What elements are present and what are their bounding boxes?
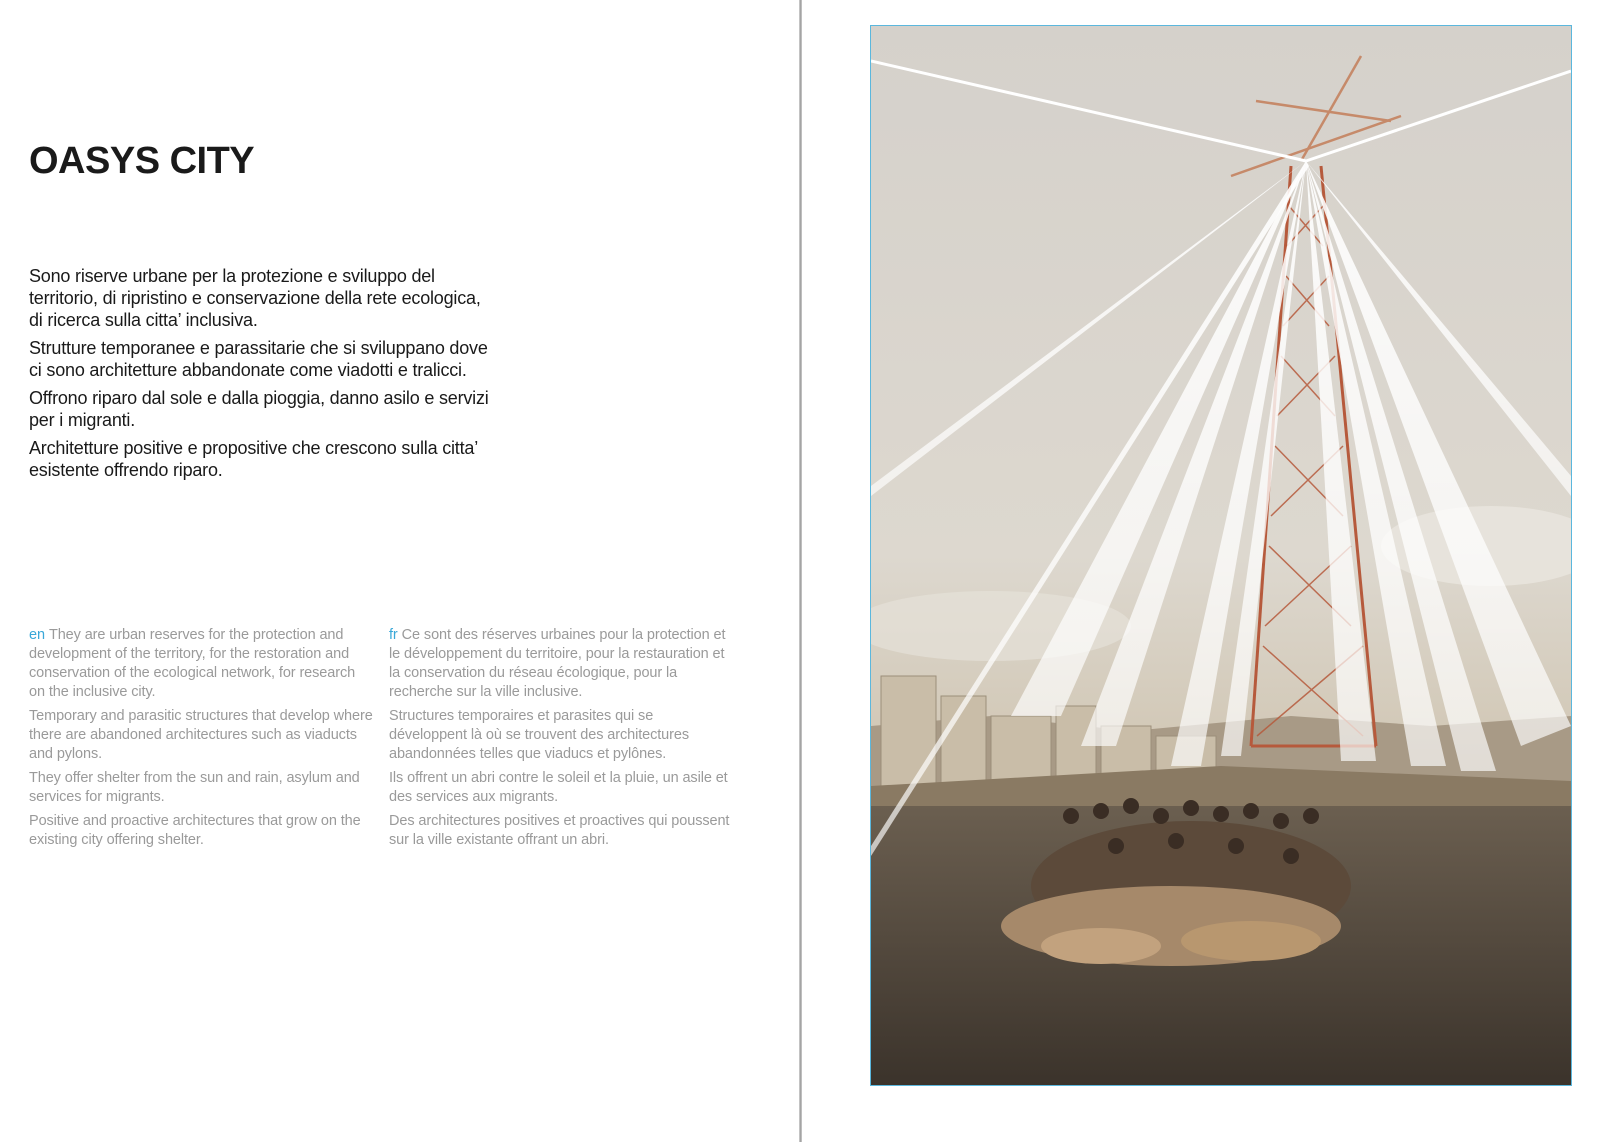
lang-tag-fr: fr xyxy=(389,627,398,643)
italian-paragraph: Sono riserve urbane per la protezione e sviluppo del territorio, di ripristino e conservazione della rete ecologica, di ricerca sulla citta’ inclusiva. xyxy=(29,266,481,330)
french-paragraph-text: Ce sont des réserves urbaines pour la protection et le développement du territoire, pour la restauration et la conservation du réseau écologique, pour la recherche sur la ville inclusive. xyxy=(389,627,726,700)
right-page xyxy=(806,0,1600,1142)
french-paragraph: Des architectures positives et proactives qui poussent sur la ville existante offrant un abri. xyxy=(389,813,730,848)
lang-tag-en: en xyxy=(29,627,45,643)
pylon-collage-image xyxy=(870,25,1572,1086)
french-paragraph xyxy=(389,626,734,702)
english-paragraph xyxy=(29,626,374,702)
italian-paragraph: Strutture temporanee e parassitarie che si sviluppano dove ci sono architetture abbandonate come viadotti e tralicci. xyxy=(29,338,488,380)
french-paragraph: Structures temporaires et parasites qui se développent là où se trouvent des architectures abandonnées telles que viaducs et pylônes. xyxy=(389,708,689,762)
english-paragraph: Temporary and parasitic structures that develop where there are abandoned architectures such as viaducts and pylons. xyxy=(29,708,373,762)
page-title: OASYS CITY xyxy=(29,140,255,182)
left-page xyxy=(0,0,798,1142)
french-paragraph: Ils offrent un abri contre le soleil et la pluie, un asile et des services aux migrants. xyxy=(389,770,728,805)
english-column xyxy=(29,626,374,855)
italian-paragraph: Offrono riparo dal sole e dalla pioggia, danno asilo e servizi per i migranti. xyxy=(29,388,489,430)
english-paragraph: Positive and proactive architectures that grow on the existing city offering shelter. xyxy=(29,813,361,848)
italian-text-block xyxy=(29,265,499,487)
italian-paragraph: Architetture positive e propositive che crescono sulla citta’ esistente offrendo riparo. xyxy=(29,438,478,480)
english-paragraph-text: They are urban reserves for the protection and development of the territory, for the restoration and conservation of the ecological network, for research on the inclusive city. xyxy=(29,627,356,700)
french-column xyxy=(389,626,734,855)
english-paragraph: They offer shelter from the sun and rain, asylum and services for migrants. xyxy=(29,770,360,805)
page-gutter xyxy=(799,0,802,1142)
